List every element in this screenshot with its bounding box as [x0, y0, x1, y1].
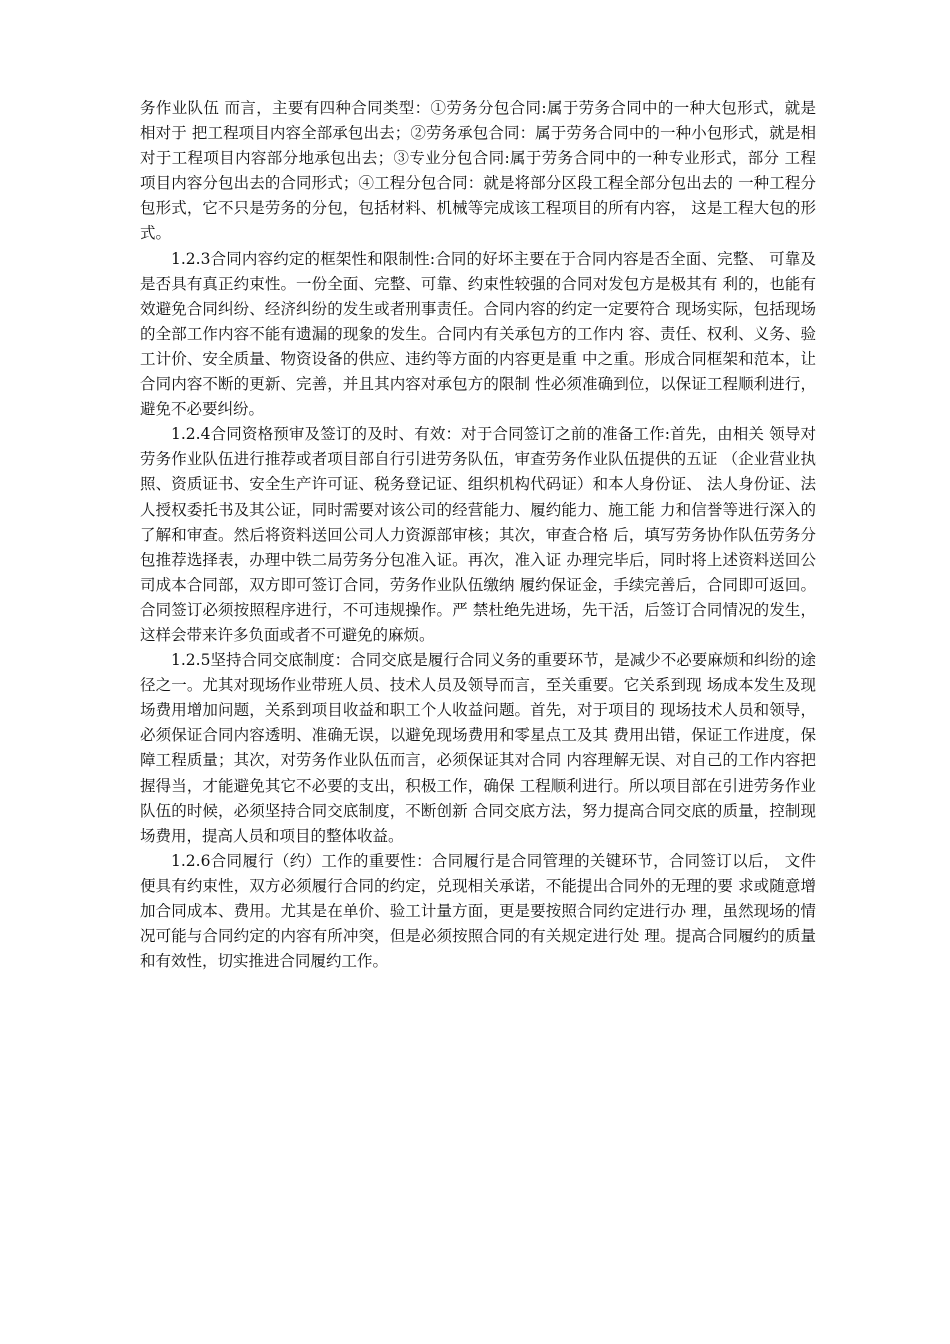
paragraph-1-2-4: 1.2.4合同资格预审及签订的及时、有效：对于合同签订之前的准备工作:首先，由相关 领导对劳务作业队伍进行推荐或者项目部自行引进劳务队伍，审查劳务作业队伍提供的五证 （企业营业执照、资质证书、安全生产许可证、税务登记证、组织机构代码证）和本人身份证、 法人身份证、法人授权委托书及其公证，同时需要对该公司的经营能力、履约能力、施工能 力和信誉等进行深入的了解和审查。然后将资料送回公司人力资源部审核；其次，审查合格 后，填写劳务协作队伍劳务分包推荐选择表，办理中铁二局劳务分包准入证。再次，准入证 办理完毕后，同时将上述资料送回公司成本合同部，双方即可签订合同，劳务作业队伍缴纳 履约保证金，手续完善后，合同即可返回。合同签订必须按照程序进行，不可违规操作。严 禁杜绝先进场，先干活，后签订合同情况的发生，这样会带来许多负面或者不可避免的麻烦。	[140, 425, 816, 644]
paragraph-contract-types: 务作业队伍 而言，主要有四种合同类型：①劳务分包合同:属于劳务合同中的一种大包形式，就是相对于 把工程项目内容全部承包出去；②劳务承包合同：属于劳务合同中的一种小包形式，就是相 对于工程项目内容部分地承包出去；③专业分包合同:属于劳务合同中的一种专业形式，部分 工程项目内容分包出去的合同形式；④工程分包合同：就是将部分区段工程全部分包出去的 一种工程分包形式，它不只是劳务的分包，包括材料、机械等完成该工程项目的所有内容， 这是工程大包的形式。	[140, 99, 816, 243]
document-body	[140, 96, 816, 974]
paragraph-1-2-5: 1.2.5坚持合同交底制度：合同交底是履行合同义务的重要环节，是减少不必要麻烦和纠纷的途径之一。尤其对现场作业带班人员、技术人员及领导而言，至关重要。它关系到现 场成本发生及现场费用增加问题，关系到项目收益和职工个人收益问题。首先，对于项目的 现场技术人员和领导，必须保证合同内容透明、准确无误，以避免现场费用和零星点工及其 费用出错，保证工作进度，保障工程质量；其次，对劳务作业队伍而言，必须保证其对合同 内容理解无误、对自己的工作内容把握得当，才能避免其它不必要的支出，积极工作，确保 工程顺利进行。所以项目部在引进劳务作业队伍的时候，必须坚持合同交底制度，不断创新 合同交底方法，努力提高合同交底的质量，控制现场费用，提高人员和项目的整体收益。	[140, 651, 816, 845]
paragraph-1-2-3: 1.2.3合同内容约定的框架性和限制性:合同的好坏主要在于合同内容是否全面、完整、 可靠及是否具有真正约束性。一份全面、完整、可靠、约束性较强的合同对发包方是极其有 利的，也能有效避免合同纠纷、经济纠纷的发生或者刑事责任。合同内容的约定一定要符合 现场实际，包括现场的全部工作内容不能有遗漏的现象的发生。合同内有关承包方的工作内 容、责任、权利、义务、验工计价、安全质量、物资设备的供应、违约等方面的内容更是重 中之重。形成合同框架和范本，让合同内容不断的更新、完善，并且其内容对承包方的限制 性必须准确到位，以保证工程顺利进行，避免不必要纠纷。	[140, 249, 816, 419]
paragraph-1-2-6: 1.2.6合同履行（约）工作的重要性：合同履行是合同管理的关键环节，合同签订以后， 文件便具有约束性，双方必须履行合同的约定，兑现相关承诺，不能提出合同外的无理的要 求或随意增加合同成本、费用。尤其是在单价、验工计量方面，更是要按照合同约定进行办 理，虽然现场的情况可能与合同约定的内容有所冲突，但是必须按照合同的有关规定进行处 理。提高合同履约的质量和有效性，切实推进合同履约工作。	[140, 851, 816, 971]
